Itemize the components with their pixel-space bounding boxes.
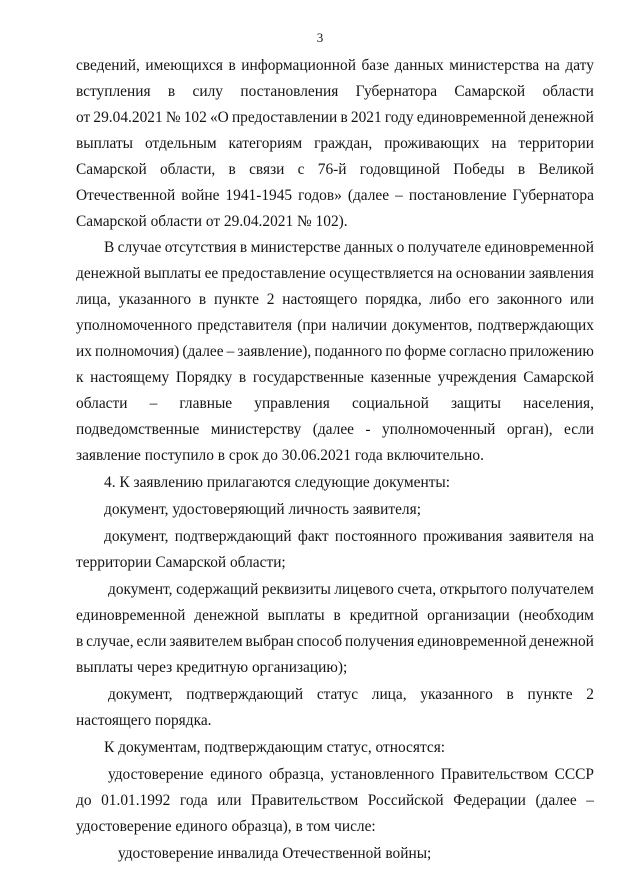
word: организации [427,607,510,624]
word: 4. К заявлению прилагаются следующие документы: [104,474,451,491]
word: документов, [392,317,473,334]
word: Правительством [440,766,549,783]
word: если [564,421,594,438]
word: информационной [241,57,356,74]
word: подтверждающих [477,317,594,334]
word: получения [345,633,415,650]
word: силу [192,83,223,100]
word: В [104,239,115,256]
word: имеющихся [145,57,223,74]
word: сведений, [76,57,140,74]
word: проживающих [384,135,480,152]
word: в [76,633,84,650]
word: выплаты [76,135,134,152]
word: основании [455,265,526,282]
word: (далее [312,421,354,438]
word: или [217,792,242,809]
word: открытого [439,581,508,598]
word: данных [394,57,444,74]
word: единовременной [416,109,527,126]
word: министерства [449,57,540,74]
text-line [76,630,594,654]
word: в [238,369,247,386]
word: предоставлении [231,109,338,126]
word: территории Самарской области; [76,554,286,571]
word: наличии [331,317,387,334]
word: заявление поступило в срок до 30.06.2021 года включительно. [76,447,484,464]
text-line [76,709,594,733]
text-line [76,392,594,416]
word: его [468,291,490,308]
text-line [76,551,594,575]
word: денежной [529,109,594,126]
word: управления [254,395,330,412]
word: удостоверение единого образца), в том числе: [76,818,376,835]
word: способ [296,633,343,650]
word: заявления [528,265,594,282]
word: связи [249,161,285,178]
text-line [76,444,594,468]
word: - [365,421,371,438]
text-line [108,683,594,707]
text-line [76,656,594,680]
word: – [586,792,594,809]
text-line [76,314,594,338]
text-line [76,366,594,390]
word: базе [361,57,390,74]
word: подтверждающий [186,686,304,703]
word: единовременной [76,607,186,624]
word: заявителя [508,528,573,545]
word: министерстве [250,239,341,256]
text-line [104,498,594,522]
word: (далее [347,187,390,204]
text-line [76,80,594,104]
word: граждан, [314,135,373,152]
text-line [76,604,594,628]
word: – [149,395,158,412]
word: документ, [108,686,173,703]
word: факт [297,528,329,545]
text-line [76,158,594,182]
word: по [385,343,402,360]
word: случае, [86,633,134,650]
word: Самарской [76,161,147,178]
word: или [569,291,594,308]
word: с [297,161,305,178]
word: учреждения [437,369,517,386]
word: образца, [268,766,325,783]
word: предоставление [221,265,326,282]
word: согласно [449,343,507,360]
word: области [542,83,594,100]
word: либо [429,291,461,308]
word: до [76,792,92,809]
word: 29.04.2021 [93,109,163,126]
word: 1941-1945 [225,187,293,204]
word: получателем [510,581,594,598]
word: дату [565,57,594,74]
word: получателе [407,239,482,256]
word: в [228,161,236,178]
text-line [118,842,594,866]
word: Отечественной [76,187,176,204]
word: войне [181,187,220,204]
word: осуществляется [329,265,434,282]
word: от [76,109,91,126]
word: (далее [182,343,224,360]
word: подведомственные [76,421,200,438]
text-line [108,578,594,602]
word: документ, [104,528,169,545]
word: защиты [450,395,502,412]
word: № [165,109,181,126]
page-number: 3 [316,30,324,45]
word: лица, [76,291,111,308]
word: Губернатора [355,83,438,100]
text-line [104,736,594,760]
word: лица, [371,686,407,703]
word: в [506,686,514,703]
word: годов» [298,187,342,204]
text-line [76,815,594,839]
word: – [226,343,235,360]
text-line [104,471,594,495]
word: их [76,343,92,360]
word: о [396,239,405,256]
word: вступления [76,83,151,100]
word: статус [316,686,359,703]
word: на [578,528,594,545]
word: в [239,239,248,256]
word: в [198,291,207,308]
word: на [437,265,453,282]
word: года [179,792,208,809]
word: настоящего порядка. [76,712,212,729]
word: документ, [108,581,173,598]
word: полномочия) [95,343,180,360]
word: Великой [538,161,594,178]
word: удостоверение инвалида Отечественной войны; [118,845,432,862]
word: форме [404,343,447,360]
word: категориям [228,135,303,152]
word: Губернатора [512,187,594,204]
word: ее [204,265,219,282]
word: заявителем [169,633,243,650]
word: 2 [586,686,594,703]
word: выплаты [144,265,202,282]
word: порядка, [365,291,422,308]
word: казенные [370,369,432,386]
word: уполномоченного [76,317,193,334]
word: выплаты через кредитную организацию); [76,659,348,676]
word: отсутствия [164,239,237,256]
word: населения, [523,395,594,412]
text-line [104,525,594,549]
word: если [136,633,167,650]
word: территории [518,135,594,152]
word: году [384,109,414,126]
word: пункте [213,291,259,308]
word: к [76,369,84,386]
word: пункте [527,686,573,703]
text-line [76,288,594,312]
word: единовременной [417,633,527,650]
word: 102 [183,109,207,126]
word: в [340,109,348,126]
word: денежной [529,633,594,650]
word: в [517,161,526,178]
word: единого [210,766,263,783]
word: орган), [506,421,553,438]
word: Правительством [250,792,359,809]
word: поданного [314,343,383,360]
word: Порядку [175,369,233,386]
word: (при [297,317,327,334]
word: данных [344,239,394,256]
word: содержащий [176,581,259,598]
word: в [333,607,341,624]
word: 2 [266,291,275,308]
word: (далее [535,792,577,809]
word: постановления [240,83,339,100]
word: главные [179,395,233,412]
word: Самарской области от 29.04.2021 № 102). [76,213,348,230]
word: Российской [367,792,444,809]
word: законного [496,291,563,308]
word: государственные [252,369,364,386]
text-line [76,106,594,130]
word: указанного [420,686,493,703]
word: случае [117,239,162,256]
word: – [395,187,403,204]
text-line [76,418,594,442]
word: заявление), [237,343,312,360]
word: реквизиты [261,581,331,598]
word: министерству [210,421,302,438]
text-line [104,236,594,260]
word: области, [159,161,216,178]
word: годовщиной [359,161,441,178]
text-line [108,763,594,787]
word: «О [209,109,229,126]
word: приложению [509,343,594,360]
word: выбран [245,633,294,650]
word: проживания [423,528,503,545]
word: настоящего [282,291,358,308]
word: установленного [330,766,435,783]
word: Самарской [523,369,594,386]
text-line [76,132,594,156]
word: в [228,57,236,74]
word: постановление [408,187,507,204]
word: в [167,83,176,100]
word: Федерации [453,792,526,809]
word: (необходим [518,607,594,624]
word: настоящему [90,369,170,386]
word: на [491,135,507,152]
word: 01.01.1992 [101,792,171,809]
word: отдельным [144,135,217,152]
word: К документам, подтверждающим статус, относятся: [104,739,446,756]
text-line [76,54,594,78]
word: денежной [194,607,259,624]
text-line [76,789,594,813]
word: лицевого [334,581,394,598]
word: удостоверение [108,766,204,783]
word: Самарской [454,83,526,100]
word: на [544,57,560,74]
text-line [76,210,594,234]
word: представителя [197,317,293,334]
word: 76-й [317,161,347,178]
word: выплаты [267,607,325,624]
word: 2021 [350,109,382,126]
word: денежной [76,265,141,282]
text-line [76,262,594,286]
word: области [76,395,128,412]
word: подтверждающий [174,528,292,545]
word: постоянного [334,528,417,545]
word: Победы [453,161,505,178]
word: единовременной [484,239,594,256]
word: указанного [118,291,192,308]
word: счета, [397,581,437,598]
word: уполномоченный [382,421,496,438]
text-line [76,340,594,364]
text-line [76,184,594,208]
word: социальной [351,395,429,412]
word: СССР [554,766,594,783]
word: документ, удостоверяющий личность заявителя; [104,501,421,518]
word: кредитной [349,607,419,624]
